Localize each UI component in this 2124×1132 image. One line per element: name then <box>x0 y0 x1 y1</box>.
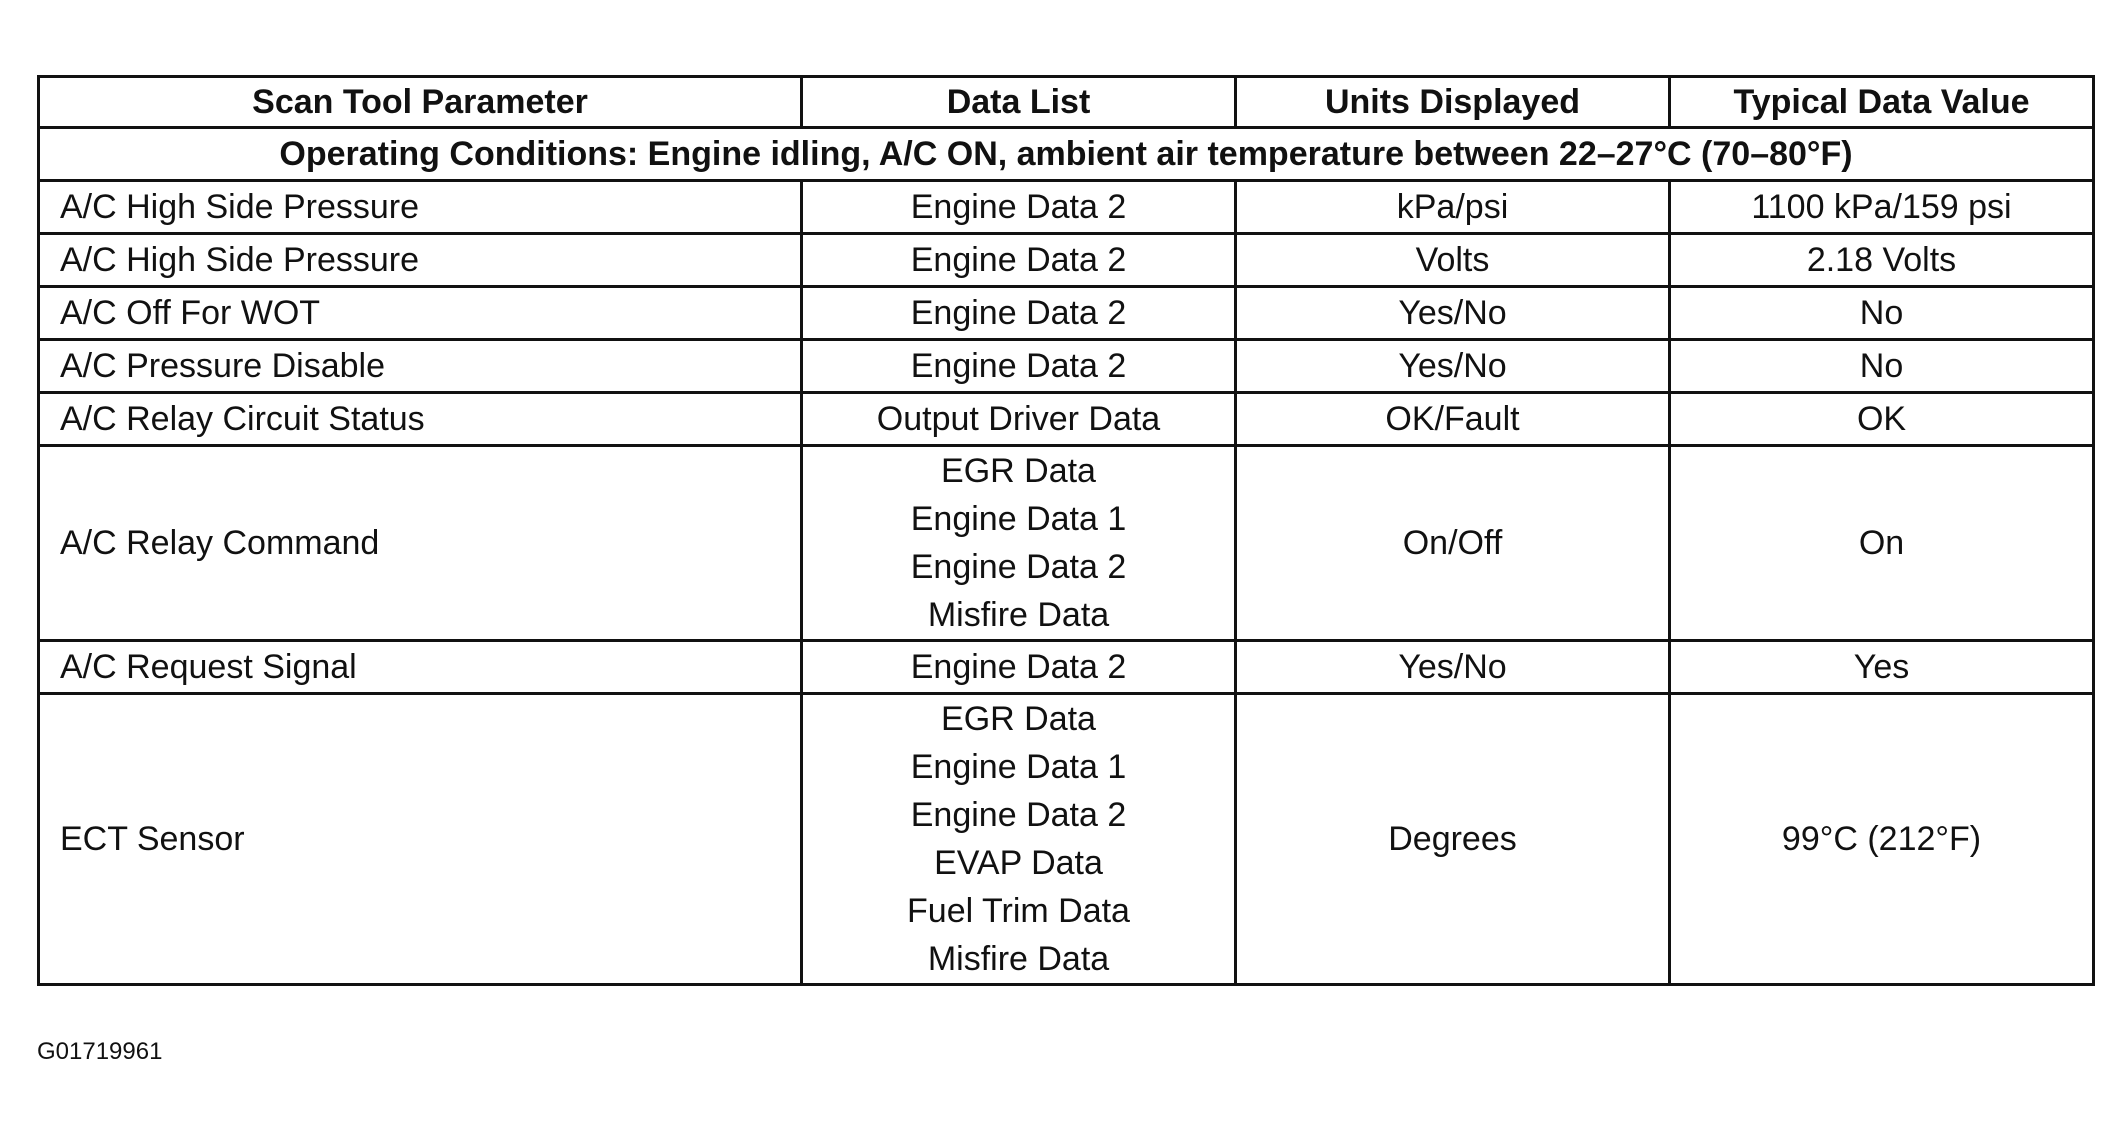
header-typical-data-value: Typical Data Value <box>1670 77 2094 128</box>
cell-units-displayed: OK/Fault <box>1236 393 1670 446</box>
operating-conditions: Operating Conditions: Engine idling, A/C ON, ambient air temperature between 22–27°C (70–80°F) <box>39 128 2094 181</box>
data-list-item: Engine Data 1 <box>910 500 1127 538</box>
table-row <box>39 234 2094 287</box>
cell-typical-data-value: Yes <box>1670 641 2094 694</box>
cell-typical-data-value: 99°C (212°F) <box>1670 694 2094 985</box>
cell-units-displayed: On/Off <box>1236 446 1670 641</box>
data-list-item: Engine Data 2 <box>910 294 1127 332</box>
data-list-item: Output Driver Data <box>876 400 1161 438</box>
table-row <box>39 340 2094 393</box>
cell-parameter: A/C Pressure Disable <box>39 340 802 393</box>
figure-id: G01719961 <box>37 1038 163 1065</box>
cell-parameter: A/C Request Signal <box>39 641 802 694</box>
cell-typical-data-value: OK <box>1670 393 2094 446</box>
data-list-item: Engine Data 1 <box>910 748 1127 786</box>
header-row <box>39 77 2094 128</box>
header-scan-tool-parameter: Scan Tool Parameter <box>39 77 802 128</box>
cell-units-displayed: Yes/No <box>1236 287 1670 340</box>
table-row <box>39 181 2094 234</box>
cell-units-displayed: kPa/psi <box>1236 181 1670 234</box>
cell-typical-data-value: On <box>1670 446 2094 641</box>
table-row <box>39 694 2094 985</box>
cell-parameter: ECT Sensor <box>39 694 802 985</box>
cell-parameter: A/C Relay Command <box>39 446 802 641</box>
data-list-item: Engine Data 2 <box>910 241 1127 279</box>
header-units-displayed: Units Displayed <box>1236 77 1670 128</box>
table-row <box>39 287 2094 340</box>
cell-data-list <box>802 393 1236 446</box>
cell-data-list <box>802 287 1236 340</box>
data-list-item: Fuel Trim Data <box>907 892 1130 930</box>
header-data-list: Data List <box>802 77 1236 128</box>
data-list-item: Misfire Data <box>927 596 1110 634</box>
cell-typical-data-value: No <box>1670 287 2094 340</box>
cell-data-list <box>802 234 1236 287</box>
cell-units-displayed: Yes/No <box>1236 641 1670 694</box>
cell-parameter: A/C Off For WOT <box>39 287 802 340</box>
cell-units-displayed: Yes/No <box>1236 340 1670 393</box>
data-list-item: Engine Data 2 <box>910 188 1127 226</box>
cell-data-list <box>802 641 1236 694</box>
scan-tool-data-table <box>37 75 2095 986</box>
cell-typical-data-value: 1100 kPa/159 psi <box>1670 181 2094 234</box>
operating-conditions-row <box>39 128 2094 181</box>
table-body <box>39 128 2094 985</box>
cell-parameter: A/C High Side Pressure <box>39 234 802 287</box>
cell-typical-data-value: No <box>1670 340 2094 393</box>
table-row <box>39 641 2094 694</box>
cell-data-list <box>802 446 1236 641</box>
table-row <box>39 393 2094 446</box>
data-list-item: EGR Data <box>941 700 1096 738</box>
table-row <box>39 446 2094 641</box>
data-list-item: Engine Data 2 <box>910 548 1127 586</box>
data-list-item: Engine Data 2 <box>910 796 1127 834</box>
data-list-item: Engine Data 2 <box>910 648 1127 686</box>
scan-tool-data-table-container <box>37 75 2092 986</box>
cell-typical-data-value: 2.18 Volts <box>1670 234 2094 287</box>
cell-data-list <box>802 694 1236 985</box>
cell-data-list <box>802 181 1236 234</box>
cell-data-list <box>802 340 1236 393</box>
data-list-item: Engine Data 2 <box>910 347 1127 385</box>
data-list-item: EGR Data <box>941 452 1096 490</box>
data-list-item: EVAP Data <box>934 844 1103 882</box>
cell-units-displayed: Volts <box>1236 234 1670 287</box>
cell-parameter: A/C Relay Circuit Status <box>39 393 802 446</box>
cell-units-displayed: Degrees <box>1236 694 1670 985</box>
cell-parameter: A/C High Side Pressure <box>39 181 802 234</box>
data-list-item: Misfire Data <box>927 940 1110 978</box>
